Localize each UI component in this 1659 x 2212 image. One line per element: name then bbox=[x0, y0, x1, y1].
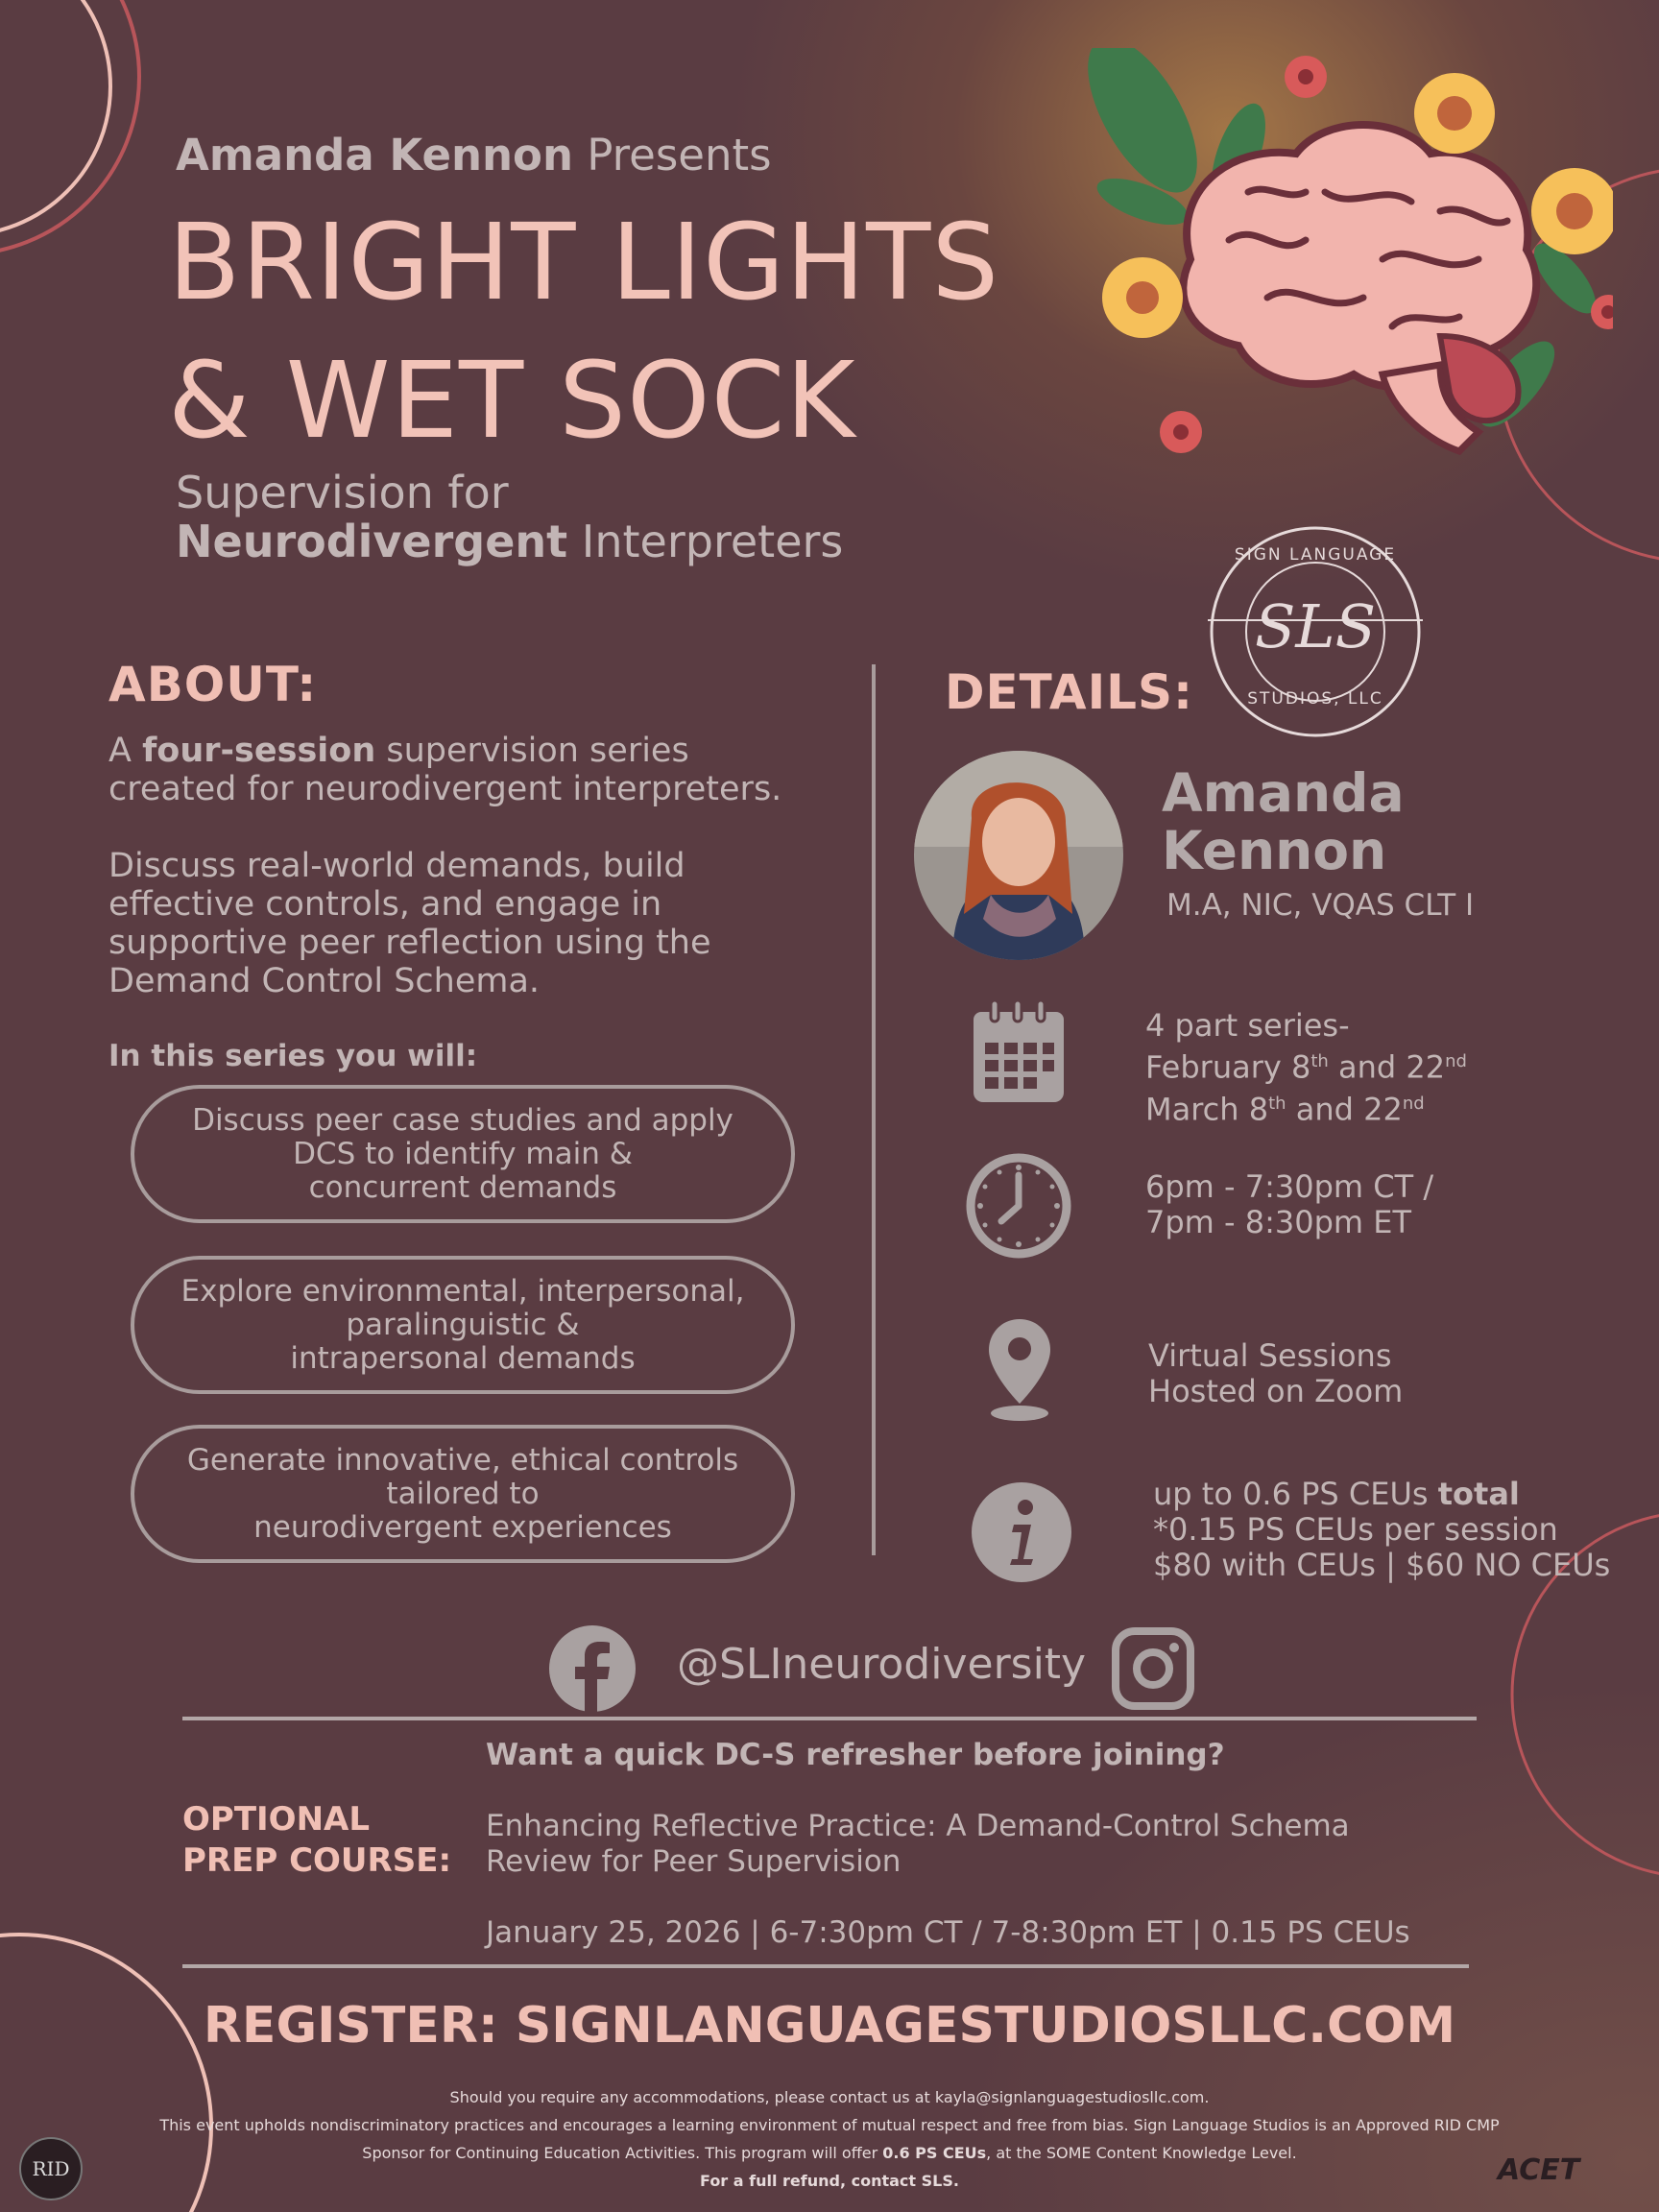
subtitle-line-2 bbox=[176, 517, 843, 566]
logo-bottom-text: STUDIOS, LLC bbox=[1247, 689, 1383, 709]
mar-sup1: th bbox=[1268, 1093, 1286, 1114]
footer-sponsor-bold: 0.6 PS CEUs bbox=[882, 2144, 987, 2162]
about-p2-line: supportive peer reflection using the bbox=[108, 924, 711, 962]
presenter-first-name: Amanda bbox=[1162, 762, 1405, 824]
presenter-line bbox=[176, 130, 772, 180]
title-line-2: & WET SOCK bbox=[168, 339, 856, 462]
prep-label-line-1: OPTIONAL bbox=[182, 1800, 371, 1839]
prep-label bbox=[182, 1799, 451, 1882]
ceu-line-1-text: up to 0.6 PS CEUs bbox=[1153, 1476, 1438, 1512]
mar-and: and 22 bbox=[1286, 1091, 1403, 1128]
presenter-photo bbox=[914, 751, 1123, 960]
prep-course-line-1: Enhancing Reflective Practice: A Demand-Control Schema bbox=[486, 1809, 1350, 1843]
feb-sup1: th bbox=[1310, 1051, 1329, 1071]
prep-date-line: January 25, 2026 | 6-7:30pm CT / 7-8:30pm ET | 0.15 PS CEUs bbox=[486, 1915, 1410, 1950]
presents-text: Presents bbox=[573, 130, 772, 180]
series-dates bbox=[1145, 1008, 1467, 1127]
session-location bbox=[1148, 1338, 1403, 1409]
footer-refund: For a full refund, contact SLS. bbox=[700, 2172, 959, 2190]
logo-top-text: SIGN LANGUAGE bbox=[1234, 545, 1397, 565]
brain-flowers-illustration bbox=[1075, 48, 1613, 499]
acet-badge: ACET bbox=[1498, 2153, 1580, 2187]
footer-policy: This event upholds nondiscriminatory practices and encourages a learning environment of mutual respect and free from bias. Sign Language Studios is an Approved RID CMP bbox=[159, 2116, 1500, 2134]
prep-question: Want a quick DC-S refresher before joining? bbox=[486, 1738, 1225, 1772]
ceu-line-2: *0.15 PS CEUs per session bbox=[1153, 1511, 1558, 1548]
feb-and: and 22 bbox=[1328, 1048, 1446, 1086]
about-heading: ABOUT: bbox=[108, 657, 318, 712]
feb-sup2: nd bbox=[1445, 1051, 1467, 1071]
subtitle bbox=[176, 469, 843, 566]
prep-label-line-2: PREP COURSE: bbox=[182, 1841, 452, 1880]
about-p1-bold: four-session bbox=[142, 732, 376, 770]
clock-icon bbox=[965, 1152, 1072, 1260]
about-p2-line: Discuss real-world demands, build bbox=[108, 847, 685, 885]
series-pill-1: Discuss peer case studies and apply DCS to identify main & concurrent demands bbox=[131, 1085, 795, 1223]
about-p1-line2: created for neurodivergent interpreters. bbox=[108, 770, 782, 808]
series-line-mar bbox=[1145, 1086, 1467, 1128]
subtitle-rest: Interpreters bbox=[567, 516, 844, 567]
circle-top-left-inner bbox=[0, 0, 110, 235]
location-line-2: Hosted on Zoom bbox=[1148, 1373, 1404, 1409]
footer-sponsor-a: Sponsor for Continuing Education Activities. This program will offer bbox=[362, 2144, 883, 2162]
time-line-1: 6pm - 7:30pm CT / bbox=[1145, 1168, 1434, 1205]
title-line-1: BRIGHT LIGHTS bbox=[168, 201, 1000, 324]
sls-logo bbox=[1200, 517, 1431, 747]
series-line-1: 4 part series- bbox=[1145, 1007, 1350, 1044]
presenter-last-name: Kennon bbox=[1162, 820, 1387, 881]
ceu-total: total bbox=[1437, 1476, 1520, 1512]
rid-badge: RID bbox=[19, 2137, 83, 2200]
about-p1-line1 bbox=[108, 732, 781, 770]
footer-sponsor-b: , at the SOME Content Knowledge Level. bbox=[986, 2144, 1297, 2162]
details-heading: DETAILS: bbox=[945, 664, 1194, 720]
social-handle[interactable]: @SLIneurodiversity bbox=[677, 1640, 1087, 1689]
circle-top-left-outer bbox=[0, 0, 139, 254]
calendar-icon bbox=[970, 998, 1068, 1106]
presenter-name: Amanda Kennon bbox=[176, 130, 573, 180]
about-p1-b: supervision series bbox=[375, 732, 689, 770]
about-p2-line: Demand Control Schema. bbox=[108, 962, 541, 1000]
facebook-icon[interactable] bbox=[549, 1625, 636, 1712]
register-link[interactable]: REGISTER: SIGNLANGUAGESTUDIOSLLC.COM bbox=[203, 1997, 1456, 2055]
series-pill-2: Explore environmental, interpersonal, paralinguistic & intrapersonal demands bbox=[131, 1256, 795, 1394]
location-pin-icon bbox=[986, 1317, 1053, 1423]
info-icon bbox=[972, 1482, 1071, 1582]
mar-sup2: nd bbox=[1402, 1093, 1425, 1114]
about-p1-a: A bbox=[108, 732, 143, 770]
subtitle-line-1: Supervision for bbox=[176, 467, 509, 518]
brain bbox=[1183, 125, 1536, 451]
session-times bbox=[1145, 1169, 1433, 1240]
about-paragraph-1 bbox=[108, 732, 781, 808]
ceu-info bbox=[1153, 1477, 1610, 1583]
feb-date: February 8 bbox=[1145, 1048, 1311, 1086]
prep-course-title bbox=[486, 1809, 1350, 1880]
about-p2-line: effective controls, and engage in bbox=[108, 885, 662, 924]
subtitle-bold: Neurodivergent bbox=[176, 516, 568, 567]
divider-bottom bbox=[182, 1964, 1469, 1968]
location-line-1: Virtual Sessions bbox=[1148, 1337, 1392, 1374]
instagram-icon[interactable] bbox=[1112, 1627, 1194, 1710]
series-pill-3: Generate innovative, ethical controls tailored to neurodivergent experiences bbox=[131, 1425, 795, 1563]
divider-top bbox=[182, 1717, 1477, 1720]
presenter-credentials: M.A, NIC, VQAS CLT I bbox=[1166, 888, 1475, 923]
series-line-feb bbox=[1145, 1044, 1467, 1086]
mar-date: March 8 bbox=[1145, 1091, 1269, 1128]
footer-sponsor bbox=[0, 2139, 1659, 2167]
time-line-2: 7pm - 8:30pm ET bbox=[1145, 1204, 1412, 1240]
series-heading: In this series you will: bbox=[108, 1039, 478, 1073]
ceu-line-1 bbox=[1153, 1477, 1610, 1512]
logo-monogram: SLS bbox=[1254, 591, 1377, 661]
ceu-line-3: $80 with CEUs | $60 NO CEUs bbox=[1153, 1547, 1611, 1583]
footer-accommodations: Should you require any accommodations, please contact us at kayla@signlanguagestudiosllc.com. bbox=[449, 2088, 1210, 2106]
prep-course-line-2: Review for Peer Supervision bbox=[486, 1844, 902, 1879]
column-divider bbox=[872, 664, 876, 1555]
about-paragraph-2 bbox=[108, 847, 711, 1000]
